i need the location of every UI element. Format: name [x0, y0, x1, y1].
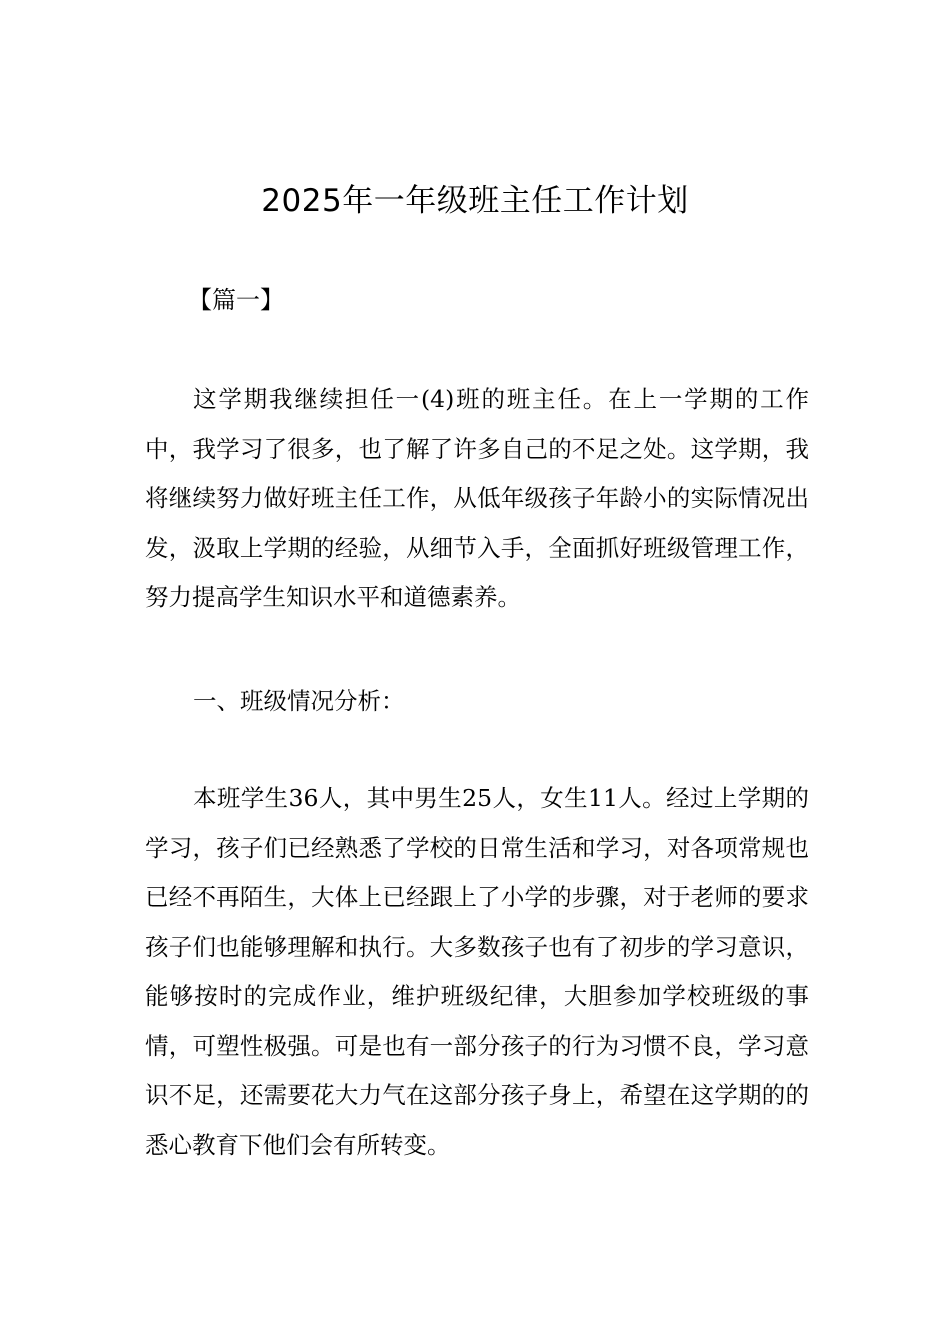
- class-analysis-paragraph: 本班学生36人，其中男生25人，女生11人。经过上学期的学习，孩子们已经熟悉了学校的日常生活和学习，对各项常规也已经不再陌生，大体上已经跟上了小学的步骤，对于老师的要求孩子们也能够理解和执行。大多数孩子也有了初步的学习意识，能够按时的完成作业，维护班级纪律，大胆参加学校班级的事情，可塑性极强。可是也有一部分孩子的行为习惯不良，学习意识不足，还需要花大力气在这部分孩子身上，希望在这学期的的悉心教育下他们会有所转变。: [145, 784, 809, 1159]
- section-heading: 一、班级情况分析：: [193, 687, 405, 715]
- section-tag: 【篇一】: [188, 286, 284, 314]
- intro-paragraph: 这学期我继续担任一(4)班的班主任。在上一学期的工作中，我学习了很多，也了解了许多自己的不足之处。这学期，我将继续努力做好班主任工作，从低年级孩子年龄小的实际情况出发，汲取上学期的经验，从细节入手，全面抓好班级管理工作，努力提高学生知识水平和道德素养。: [145, 385, 809, 611]
- document-title: 2025年一年级班主任工作计划: [261, 183, 689, 219]
